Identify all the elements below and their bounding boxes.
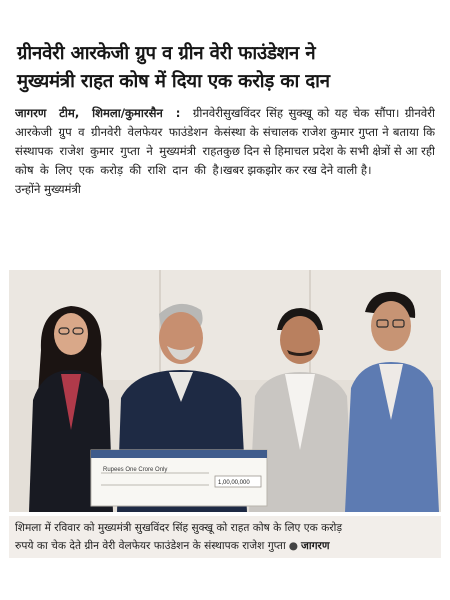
photo-caption (9, 516, 441, 558)
photo-credit: जागरण (300, 540, 330, 552)
cheque-amount-text: 1,00,00,000 (218, 480, 250, 486)
article-column-right (223, 104, 435, 238)
big-cheque (91, 450, 267, 506)
headline (13, 40, 437, 96)
dateline: जागरण टीम, शिमला/कुमारसैन : (15, 106, 181, 120)
caption-line-2: रुपये का चेक देते ग्रीन वेरी वेलफेयर फाउंडेशन के संस्थापक राजेश गुप्ता (15, 540, 286, 552)
article-column-left (15, 104, 223, 238)
news-photo (9, 270, 441, 512)
article-body (13, 104, 437, 238)
headline-line-1: ग्रीनवेरी आरकेजी ग्रुप व ग्रीन वेरी फाउंडेशन ने (17, 43, 316, 64)
caption-line-1: शिमला में रविवार को मुख्यमंत्री सुखविंदर सिंह सुक्खू को राहत कोष के लिए एक करोड़ (15, 522, 343, 534)
photo-illustration (9, 270, 441, 512)
bullet-dot-icon: ● (288, 540, 298, 552)
body-text-left: ग्रीनवेरी आरकेजी ग्रुप व ग्रीनवेरी वेलफेयर फाउंडेशन के संस्थापक राजेश कुमार गुप्ता ने मुख्यमंत्री राहत कोष के लिए एक करोड़ की राशि दान की है। उन्होंने मुख्यमंत्री (15, 106, 223, 196)
body-text-right: सुखविंदर सिंह सुक्खू को यह चेक सौंपा। ग्रीनवेरी संस्था के संचालक राजेश कुमार गुप्ता ने बताया कि कुछ दिन से हिमाचल प्रदेश के सभी क्षेत्रों से आ रही खबर झकझोर कर रख देने वाली है। (223, 106, 435, 177)
headline-line-2: मुख्यमंत्री राहत कोष में दिया एक करोड़ का दान (17, 71, 330, 92)
cheque-payee-text: Rupees One Crore Only (103, 467, 168, 473)
